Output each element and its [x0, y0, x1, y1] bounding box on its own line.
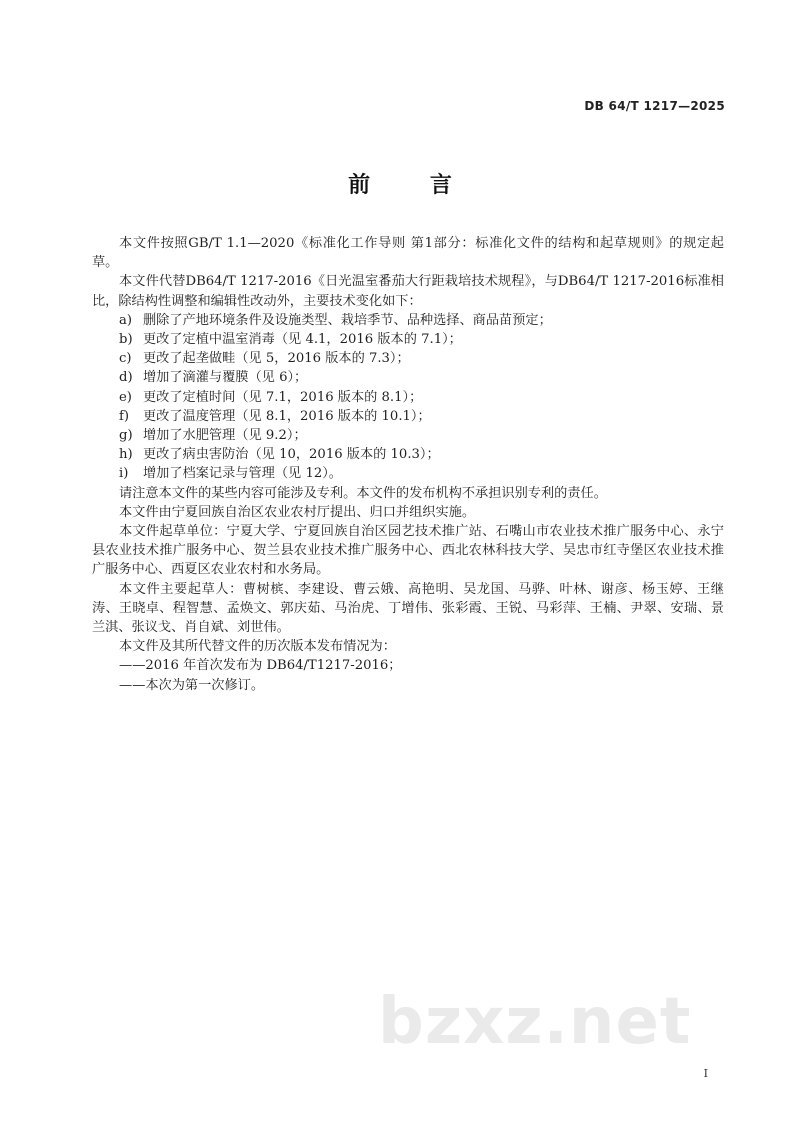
list-item [92, 426, 724, 445]
list-item [92, 349, 724, 368]
page-title: 前 言 [348, 173, 478, 198]
list-item [92, 407, 724, 426]
history-item: ——本次为第一次修订。 [119, 677, 265, 693]
list-marker: b) [119, 332, 133, 348]
list-marker: i) [119, 466, 129, 482]
page-number: I [703, 1067, 708, 1080]
list-marker: h) [119, 447, 133, 463]
list-item [92, 464, 724, 483]
list-item-text: 更改了定植中温室消毒（见 4.1，2016 版本的 7.1）； [143, 332, 462, 348]
list-item-text: 更改了定植时间（见 7.1，2016 版本的 8.1）； [143, 389, 423, 405]
list-item [92, 330, 724, 349]
paragraph-drafting-units: 本文件起草单位：宁夏大学、宁夏回族自治区园艺技术推广站、石嘴山市农业技术推广服务中心、永宁县农业技术推广服务中心、贺兰县农业技术推广服务中心、西北农林科技大学、吴忠市红寺堡区农业技术推广服务中心、西夏区农业农村和水务局。 [92, 524, 724, 578]
list-marker: c) [119, 351, 132, 367]
document-number: DB 64/T 1217—2025 [584, 99, 725, 113]
list-item-text: 增加了滴灌与覆膜（见 6）； [143, 370, 308, 386]
paragraph-replacement: 本文件代替DB64/T 1217-2016《日光温室番茄大行距栽培技术规程》，与DB64/T 1217-2016标准相比，除结构性调整和编辑性改动外，主要技术变化如下： [92, 274, 724, 309]
list-item [92, 311, 724, 330]
history-item: ——2016 年首次发布为 DB64/T1217-2016； [119, 658, 402, 674]
list-marker: d) [119, 370, 133, 386]
paragraph-drafting-rules: 本文件按照GB/T 1.1—2020《标准化工作导则 第1部分：标准化文件的结构和起草规则》的规定起草。 [92, 236, 724, 271]
change-list [92, 311, 724, 484]
paragraph-drafters: 本文件主要起草人：曹树槟、李建设、曹云娥、高艳明、吴龙国、马骅、叶林、谢彦、杨玉婷、王继涛、王晓卓、程智慧、孟焕文、郭庆茹、马治虎、丁增伟、张彩霞、王锐、马彩萍、王楠、尹翠、安瑞、景兰淇、张议戈、肖自斌、刘世伟。 [92, 581, 724, 636]
list-item-text: 更改了温度管理（见 8.1，2016 版本的 10.1）； [143, 408, 431, 424]
list-marker: a) [119, 312, 133, 328]
list-item-text: 增加了水肥管理（见 9.2）； [143, 428, 307, 444]
list-marker: g) [119, 428, 133, 444]
list-marker: e) [119, 389, 132, 405]
list-item [92, 368, 724, 387]
list-item-text: 更改了起垄做畦（见 5，2016 版本的 7.3）； [143, 351, 410, 367]
list-item-text: 增加了档案记录与管理（见 12）。 [143, 466, 342, 482]
list-item [92, 388, 724, 407]
list-marker: f) [119, 408, 130, 424]
paragraph-patent-notice: 请注意本文件的某些内容可能涉及专利。本文件的发布机构不承担识别专利的责任。 [119, 485, 607, 501]
watermark: bzxz.net [378, 985, 692, 1059]
paragraph-version-history: 本文件及其所代替文件的历次版本发布情况为： [119, 639, 396, 655]
list-item-text: 删除了产地环境条件及设施类型、栽培季节、品种选择、商品苗预定； [143, 312, 552, 328]
history-list [92, 656, 724, 694]
foreword-body [92, 234, 724, 695]
list-item [92, 445, 724, 464]
list-item-text: 更改了病虫害防治（见 10，2016 版本的 10.3）； [143, 447, 440, 463]
paragraph-proposer: 本文件由宁夏回族自治区农业农村厅提出、归口并组织实施。 [119, 504, 476, 520]
